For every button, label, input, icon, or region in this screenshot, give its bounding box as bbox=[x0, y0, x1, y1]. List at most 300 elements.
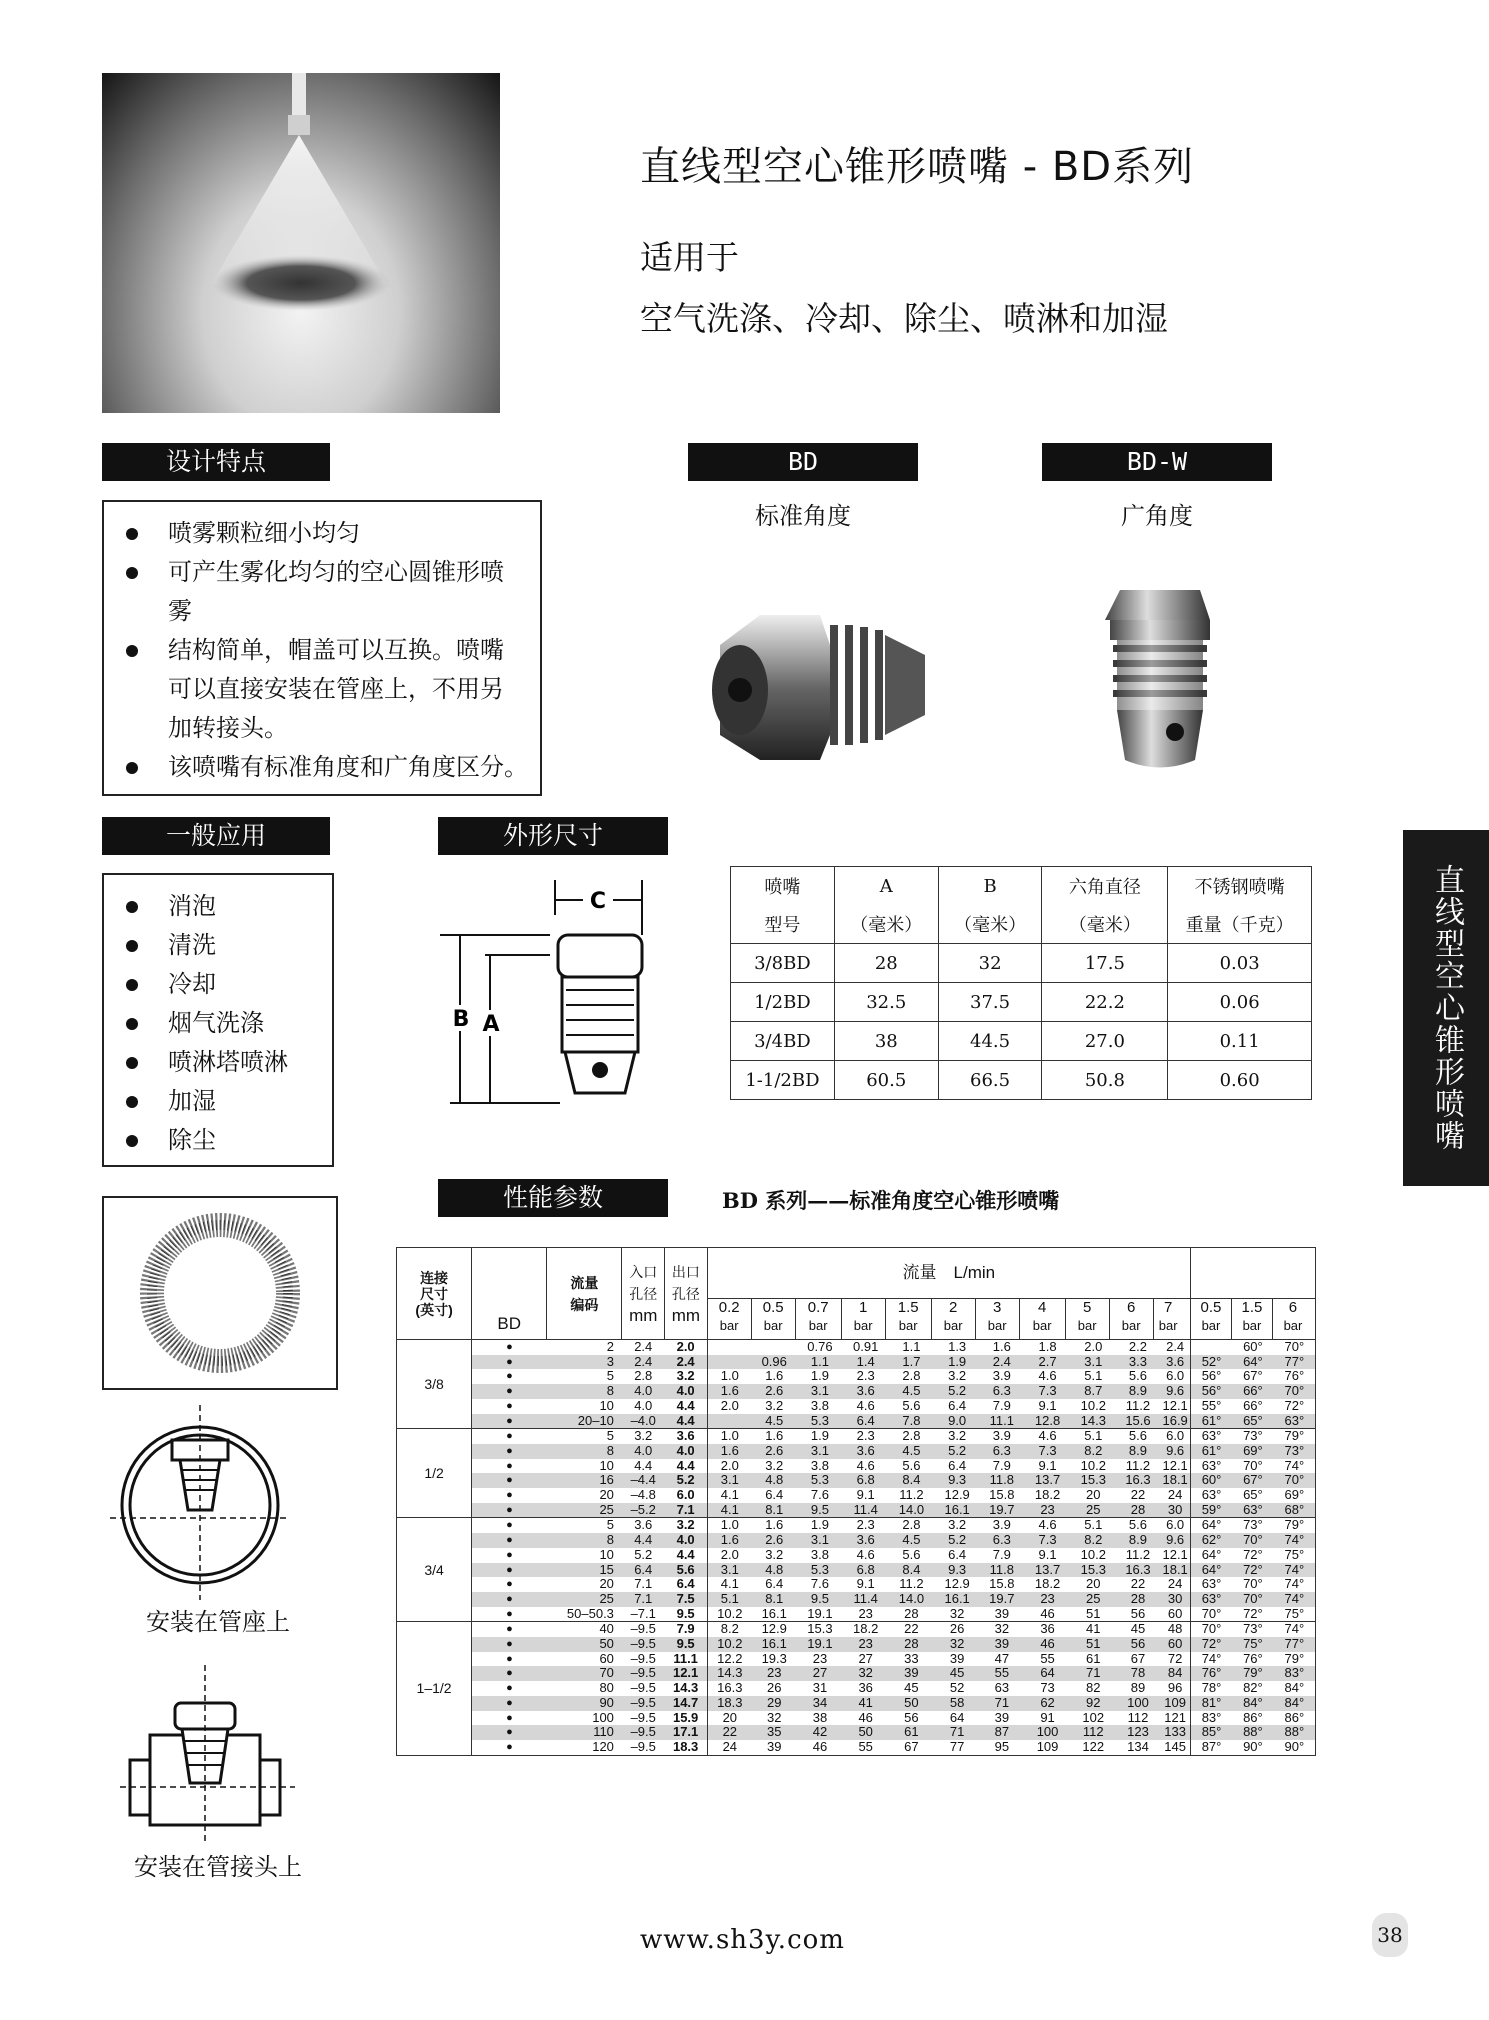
perf-cell: 14.3 bbox=[1071, 1414, 1116, 1429]
general-item: 消泡 bbox=[104, 887, 332, 926]
perf-cell: 64° bbox=[1190, 1563, 1232, 1578]
general-heading: 一般应用 bbox=[102, 817, 330, 855]
perf-cell: 1.7 bbox=[888, 1355, 935, 1370]
perf-cell: 9.5 bbox=[797, 1503, 844, 1518]
perf-cell: 3.1 bbox=[707, 1473, 752, 1488]
perf-cell: 20 bbox=[1086, 1487, 1101, 1503]
perf-cell: 6.0 bbox=[1160, 1518, 1190, 1533]
perf-cell: 92 bbox=[1071, 1696, 1116, 1711]
dimension-drawing bbox=[440, 875, 670, 1115]
dim-row bbox=[731, 1022, 1312, 1061]
perf-head-inlet-1: 入口 bbox=[629, 1263, 658, 1280]
perf-cell: 3.2 bbox=[948, 1368, 967, 1384]
perf-cell: 41 bbox=[1086, 1621, 1101, 1637]
perf-cell: 5.1 bbox=[1084, 1368, 1103, 1384]
perf-cell: 45 bbox=[904, 1680, 919, 1696]
install-fitting-caption: 安装在管接头上 bbox=[134, 1853, 302, 1881]
perf-cell: 3.6 bbox=[843, 1444, 888, 1459]
perf-cell: 56 bbox=[1116, 1607, 1161, 1622]
perf-cell: 70° bbox=[1201, 1621, 1222, 1637]
perf-cell: 27 bbox=[797, 1666, 844, 1681]
perf-cell: 4.1 bbox=[707, 1503, 752, 1518]
perf-cell: 28 bbox=[1116, 1592, 1161, 1607]
perf-cell: 52° bbox=[1190, 1355, 1232, 1370]
perf-cell: 3.1 bbox=[797, 1384, 844, 1399]
page-title: 直线型空心锥形喷嘴 - BD系列 bbox=[640, 144, 1195, 190]
perf-cell: 3.1 bbox=[1071, 1355, 1116, 1370]
perf-cell: 84° bbox=[1284, 1680, 1305, 1696]
perf-cell: 5.2 bbox=[665, 1473, 708, 1488]
perf-cell: 63 bbox=[994, 1680, 1010, 1696]
pressure-value: 1.5 bbox=[897, 1299, 919, 1316]
perf-cell: 51 bbox=[1071, 1637, 1116, 1652]
angle-pressure-header bbox=[1232, 1299, 1273, 1339]
perf-cell: 2.7 bbox=[1024, 1355, 1071, 1370]
pressure-unit: bar bbox=[1032, 1318, 1052, 1333]
perf-row bbox=[397, 1355, 1316, 1370]
perf-cell: 20 bbox=[599, 1576, 614, 1592]
perf-cell: 5.6 bbox=[902, 1457, 921, 1473]
perf-cell: –9.5 bbox=[622, 1725, 665, 1740]
perf-cell: 7.3 bbox=[1024, 1533, 1071, 1548]
pressure-value: 4 bbox=[1038, 1299, 1047, 1316]
perf-row bbox=[397, 1429, 1316, 1444]
perf-cell: 55 bbox=[1040, 1650, 1055, 1666]
perf-cell: 62 bbox=[1024, 1696, 1071, 1711]
perf-cell: 16.1 bbox=[752, 1607, 797, 1622]
perf-row bbox=[397, 1592, 1316, 1607]
perf-cell: 14.0 bbox=[888, 1503, 935, 1518]
perf-cell: 4.0 bbox=[665, 1444, 708, 1459]
general-item: 除尘 bbox=[104, 1121, 332, 1160]
perf-cell: 46 bbox=[1024, 1637, 1071, 1652]
perf-cell: 15.9 bbox=[665, 1711, 708, 1726]
perf-row bbox=[397, 1652, 1316, 1667]
perf-cell: 8.1 bbox=[752, 1503, 797, 1518]
perf-marker-cell: ● bbox=[472, 1666, 547, 1681]
perf-cell: 74° bbox=[1284, 1576, 1305, 1592]
perf-cell: 75° bbox=[1274, 1607, 1316, 1622]
perf-cell: 59° bbox=[1190, 1503, 1232, 1518]
perf-cell: 20 bbox=[1086, 1576, 1101, 1592]
bdw-nozzle-image bbox=[1095, 570, 1225, 780]
perf-cell: 50 bbox=[843, 1725, 888, 1740]
perf-cell: –4.0 bbox=[622, 1414, 665, 1429]
perf-cell: 60° bbox=[1190, 1473, 1232, 1488]
perf-cell: 72° bbox=[1284, 1397, 1305, 1413]
perf-cell: 23 bbox=[1024, 1503, 1071, 1518]
perf-cell: 15.6 bbox=[1116, 1414, 1161, 1429]
dimensions-table bbox=[730, 866, 1312, 1100]
perf-cell: 9.0 bbox=[935, 1414, 980, 1429]
perf-cell: –9.5 bbox=[622, 1696, 665, 1711]
dim-header-cell: 型号 bbox=[731, 905, 835, 944]
perf-cell: 8.9 bbox=[1116, 1444, 1161, 1459]
perf-cell: 73° bbox=[1243, 1517, 1263, 1533]
perf-cell: 56° bbox=[1201, 1368, 1222, 1384]
perf-cell: 13.7 bbox=[1024, 1563, 1071, 1578]
perf-cell: 51 bbox=[1071, 1607, 1116, 1622]
perf-cell: 4.6 bbox=[856, 1397, 875, 1413]
perf-cell: 3.9 bbox=[992, 1368, 1011, 1384]
perf-cell: –9.5 bbox=[622, 1740, 665, 1755]
perf-head-outlet-2: 孔径 bbox=[671, 1285, 700, 1302]
perf-cell: 74° bbox=[1274, 1533, 1316, 1548]
perf-cell: 4.6 bbox=[1038, 1428, 1057, 1444]
page-number: 38 bbox=[1372, 1913, 1408, 1957]
general-item: 喷淋塔喷淋 bbox=[104, 1043, 332, 1082]
perf-cell: 62° bbox=[1190, 1533, 1232, 1548]
perf-cell: 5.1 bbox=[1084, 1517, 1103, 1533]
perf-cell: 6.3 bbox=[979, 1384, 1024, 1399]
perf-cell: 24 bbox=[707, 1740, 752, 1755]
perf-head-conn bbox=[397, 1248, 472, 1340]
perf-head-conn-2: 尺寸 bbox=[420, 1285, 449, 1302]
perf-cell: 9.5 bbox=[797, 1592, 844, 1607]
perf-marker-cell: ● bbox=[472, 1503, 547, 1518]
perf-cell: 63° bbox=[1201, 1487, 1222, 1503]
dim-header-cell: 喷嘴 bbox=[731, 867, 835, 906]
perf-cell: 28 bbox=[1116, 1503, 1161, 1518]
perf-cell: 112 bbox=[1071, 1725, 1116, 1740]
perf-cell: 70° bbox=[1284, 1339, 1305, 1354]
dim-row bbox=[731, 983, 1312, 1022]
perf-cell: 87 bbox=[979, 1725, 1024, 1740]
perf-cell: 9.5 bbox=[665, 1637, 708, 1652]
dimensions-heading: 外形尺寸 bbox=[438, 817, 668, 855]
perf-cell: 45 bbox=[935, 1666, 980, 1681]
perf-cell: 11.4 bbox=[843, 1592, 888, 1607]
perf-cell: 38 bbox=[812, 1709, 828, 1725]
perf-cell: 11.1 bbox=[665, 1652, 708, 1667]
perf-cell: 86° bbox=[1243, 1709, 1263, 1725]
perf-cell: 4.4 bbox=[622, 1533, 665, 1548]
general-item: 冷却 bbox=[104, 965, 332, 1004]
perf-cell: 3.2 bbox=[665, 1369, 708, 1384]
perf-cell: 65° bbox=[1243, 1487, 1263, 1503]
perf-marker-cell: ● bbox=[472, 1384, 547, 1399]
perf-cell: 74° bbox=[1284, 1457, 1305, 1473]
perf-cell: 5.6 bbox=[665, 1563, 708, 1578]
perf-cell: 75° bbox=[1284, 1546, 1305, 1562]
perf-marker-cell: ● bbox=[472, 1711, 547, 1726]
perf-cell: 7.8 bbox=[888, 1414, 935, 1429]
perf-marker-cell: ● bbox=[472, 1637, 547, 1652]
dim-cell: 44.5 bbox=[938, 1022, 1042, 1061]
dim-cell: 0.03 bbox=[1168, 944, 1312, 983]
perf-cell: 32 bbox=[994, 1621, 1010, 1637]
perf-cell: 4.5 bbox=[752, 1414, 797, 1429]
perf-row bbox=[397, 1384, 1316, 1399]
perf-size-cell: 3/4 bbox=[397, 1518, 472, 1622]
perf-cell: 67° bbox=[1243, 1368, 1263, 1384]
perf-cell: 90 bbox=[547, 1696, 622, 1711]
perf-cell: 31 bbox=[812, 1680, 828, 1696]
perf-cell: 61° bbox=[1190, 1414, 1232, 1429]
perf-cell: 17.1 bbox=[665, 1725, 708, 1740]
perf-cell: 18.3 bbox=[707, 1696, 752, 1711]
perf-cell: 68° bbox=[1274, 1503, 1316, 1518]
perf-head-conn-3: (英寸) bbox=[415, 1301, 453, 1318]
perf-cell: 7.1 bbox=[622, 1592, 665, 1607]
perf-cell: 5.1 bbox=[1084, 1428, 1103, 1444]
perf-cell: 4.4 bbox=[665, 1414, 708, 1429]
perf-cell: 89 bbox=[1130, 1680, 1146, 1696]
perf-cell: 11.2 bbox=[899, 1576, 924, 1592]
perf-cell: 1.1 bbox=[902, 1339, 921, 1354]
perf-cell: 1.9 bbox=[810, 1517, 829, 1533]
pressure-unit: bar bbox=[898, 1318, 918, 1333]
perf-row bbox=[397, 1548, 1316, 1563]
perf-marker-cell: ● bbox=[472, 1725, 547, 1740]
perf-cell: 10 bbox=[599, 1397, 614, 1413]
perf-cell: 2.6 bbox=[752, 1444, 797, 1459]
perf-cell: 39 bbox=[994, 1709, 1010, 1725]
perf-cell: 123 bbox=[1116, 1725, 1161, 1740]
perf-cell: 25 bbox=[547, 1592, 622, 1607]
perf-cell: 64 bbox=[949, 1709, 965, 1725]
performance-table-title: BD 系列——标准角度空心锥形喷嘴 bbox=[722, 1188, 1060, 1213]
perf-cell: 34 bbox=[797, 1696, 844, 1711]
perf-cell: 19.1 bbox=[797, 1637, 844, 1652]
perf-cell: 23 bbox=[843, 1607, 888, 1622]
perf-cell: 77 bbox=[935, 1740, 980, 1755]
perf-marker-cell: ● bbox=[472, 1340, 547, 1355]
perf-cell: 1.8 bbox=[1038, 1339, 1057, 1354]
general-item: 清洗 bbox=[104, 926, 332, 965]
perf-cell: 70° bbox=[1243, 1576, 1263, 1592]
perf-cell: 76° bbox=[1284, 1368, 1305, 1384]
pipe-seat-drawing bbox=[110, 1400, 310, 1600]
perf-cell: 10.2 bbox=[1080, 1546, 1106, 1562]
perf-cell: 71 bbox=[979, 1696, 1024, 1711]
perf-cell: 25 bbox=[1071, 1503, 1116, 1518]
perf-cell: 18.2 bbox=[1034, 1576, 1061, 1592]
perf-cell: 2.3 bbox=[856, 1517, 875, 1533]
perf-cell: 3.6 bbox=[1160, 1355, 1190, 1370]
perf-cell: 55° bbox=[1201, 1397, 1222, 1413]
perf-cell: 46 bbox=[1024, 1607, 1071, 1622]
section-sidebar-tab: 直线型空心锥形喷嘴 bbox=[1403, 830, 1489, 1186]
perf-cell: 15.3 bbox=[807, 1621, 833, 1637]
variant-bdw-heading: BD-W bbox=[1042, 443, 1272, 481]
perf-cell: 78 bbox=[1116, 1666, 1161, 1681]
perf-cell: 8.2 bbox=[720, 1621, 739, 1637]
perf-cell: 4.4 bbox=[665, 1548, 708, 1563]
perf-cell: 81° bbox=[1190, 1696, 1232, 1711]
perf-cell: 11.2 bbox=[1125, 1397, 1151, 1413]
perf-cell: 1.1 bbox=[797, 1355, 844, 1370]
perf-cell: 8.2 bbox=[1071, 1533, 1116, 1548]
perf-cell bbox=[707, 1355, 752, 1370]
perf-cell: 72 bbox=[1160, 1652, 1190, 1667]
general-box bbox=[102, 873, 334, 1167]
perf-cell: 4.5 bbox=[888, 1533, 935, 1548]
pressure-header bbox=[796, 1299, 842, 1339]
perf-cell: 15.8 bbox=[989, 1487, 1015, 1503]
dim-header-row bbox=[731, 867, 1312, 906]
perf-cell: 87° bbox=[1190, 1740, 1232, 1755]
perf-cell: 50–50.3 bbox=[547, 1607, 622, 1622]
perf-cell: 18.1 bbox=[1160, 1473, 1190, 1488]
perf-cell: 8 bbox=[547, 1384, 622, 1399]
perf-cell: 5.2 bbox=[935, 1384, 980, 1399]
perf-cell: 29 bbox=[752, 1696, 797, 1711]
perf-cell: 3.9 bbox=[992, 1517, 1011, 1533]
perf-cell: 74° bbox=[1274, 1563, 1316, 1578]
pressure-unit: bar bbox=[808, 1318, 828, 1333]
perf-cell: 70° bbox=[1274, 1384, 1316, 1399]
install-seat-caption: 安装在管座上 bbox=[146, 1608, 290, 1636]
perf-cell: 82 bbox=[1086, 1680, 1101, 1696]
design-box bbox=[102, 500, 542, 796]
perf-cell: 45 bbox=[1130, 1621, 1146, 1637]
perf-head-outlet-3: mm bbox=[671, 1305, 701, 1325]
perf-row bbox=[397, 1533, 1316, 1548]
dim-header-cell: 重量（千克） bbox=[1168, 905, 1312, 944]
perf-cell: 1.6 bbox=[765, 1428, 784, 1444]
perf-cell: 84° bbox=[1274, 1696, 1316, 1711]
subtitle: 适用于 bbox=[640, 238, 739, 277]
perf-marker-cell: ● bbox=[472, 1592, 547, 1607]
perf-head-inlet-2: 孔径 bbox=[629, 1285, 658, 1302]
perf-cell: 7.3 bbox=[1024, 1444, 1071, 1459]
perf-head-conn-1: 连接 bbox=[420, 1269, 449, 1286]
perf-cell: 6.3 bbox=[979, 1444, 1024, 1459]
perf-cell: 110 bbox=[547, 1725, 622, 1740]
pressure-unit: bar bbox=[853, 1318, 873, 1333]
perf-marker-cell: ● bbox=[472, 1681, 547, 1696]
perf-cell: 5.6 bbox=[1128, 1368, 1147, 1384]
perf-header-row bbox=[397, 1248, 1316, 1340]
perf-cell: 22 bbox=[707, 1725, 752, 1740]
perf-cell: 67 bbox=[888, 1740, 935, 1755]
perf-cell: 28 bbox=[888, 1637, 935, 1652]
perf-cell: 32 bbox=[935, 1607, 980, 1622]
perf-cell: 23 bbox=[752, 1666, 797, 1681]
perf-row bbox=[397, 1607, 1316, 1622]
perf-cell: 16.3 bbox=[717, 1680, 743, 1696]
dim-cell: 0.06 bbox=[1168, 983, 1312, 1022]
perf-cell: 102 bbox=[1082, 1709, 1105, 1725]
perf-row bbox=[397, 1563, 1316, 1578]
pressure-header bbox=[1066, 1299, 1110, 1339]
perf-cell: 5.2 bbox=[935, 1444, 980, 1459]
perf-cell: –9.5 bbox=[630, 1709, 656, 1725]
perf-cell: 63° bbox=[1190, 1592, 1232, 1607]
perf-marker-cell: ● bbox=[472, 1355, 547, 1370]
spray-photo bbox=[102, 73, 500, 413]
dim-cell: 38 bbox=[834, 1022, 938, 1061]
pressure-header bbox=[1020, 1299, 1066, 1339]
perf-cell: 9.1 bbox=[1038, 1457, 1057, 1473]
perf-cell: 3.8 bbox=[810, 1457, 829, 1473]
perf-cell: –9.5 bbox=[630, 1680, 656, 1696]
perf-cell: 6.8 bbox=[843, 1473, 888, 1488]
perf-cell: 109 bbox=[1024, 1740, 1071, 1755]
perf-cell: 6.4 bbox=[665, 1577, 708, 1592]
perf-cell: 3.8 bbox=[810, 1546, 829, 1562]
angle-pressure-unit: bar bbox=[1283, 1318, 1303, 1333]
dim-header-cell: A bbox=[834, 867, 938, 906]
perf-row bbox=[397, 1503, 1316, 1518]
dim-cell: 60.5 bbox=[834, 1061, 938, 1100]
perf-cell: 8.2 bbox=[1071, 1444, 1116, 1459]
dim-cell: 32.5 bbox=[834, 983, 938, 1022]
perf-cell: 85° bbox=[1190, 1725, 1232, 1740]
perf-cell: 1.9 bbox=[935, 1355, 980, 1370]
perf-cell: 79° bbox=[1284, 1517, 1305, 1533]
perf-cell: 7.6 bbox=[810, 1576, 829, 1592]
perf-cell: 20–10 bbox=[547, 1414, 622, 1429]
perf-cell: 100 bbox=[1024, 1725, 1071, 1740]
pressure-header bbox=[886, 1299, 932, 1339]
perf-pressure-row bbox=[708, 1298, 1190, 1339]
perf-cell: 60 bbox=[599, 1650, 614, 1666]
perf-row bbox=[397, 1473, 1316, 1488]
perf-cell: 9.6 bbox=[1160, 1533, 1190, 1548]
pressure-value: 0.2 bbox=[718, 1299, 740, 1316]
perf-cell: 25 bbox=[547, 1503, 622, 1518]
pressure-value: 2 bbox=[949, 1299, 958, 1316]
perf-head-flow-label: 流量 L/min bbox=[902, 1263, 996, 1282]
perf-cell: 30 bbox=[1160, 1592, 1190, 1607]
perf-cell: 30 bbox=[1160, 1503, 1190, 1518]
perf-cell: 2.4 bbox=[634, 1339, 653, 1354]
perf-cell: 6.4 bbox=[948, 1397, 967, 1413]
perf-cell: 8 bbox=[547, 1533, 622, 1548]
pressure-header bbox=[842, 1299, 886, 1339]
perf-cell: 14.0 bbox=[888, 1592, 935, 1607]
perf-cell: 8.4 bbox=[888, 1563, 935, 1578]
perf-cell: 39 bbox=[752, 1740, 797, 1755]
perf-cell: 2.8 bbox=[902, 1517, 921, 1533]
perf-cell: 23 bbox=[1024, 1592, 1071, 1607]
perf-cell: 3.1 bbox=[797, 1444, 844, 1459]
footer-url[interactable]: www.sh3y.com bbox=[640, 1925, 845, 1955]
perf-cell: 4.0 bbox=[665, 1384, 708, 1399]
perf-cell: 56 bbox=[904, 1709, 919, 1725]
perf-cell: 88° bbox=[1274, 1725, 1316, 1740]
perf-head-flow bbox=[707, 1248, 1190, 1340]
perf-cell: 63° bbox=[1201, 1457, 1222, 1473]
perf-cell: 12.8 bbox=[1024, 1414, 1071, 1429]
perf-cell: 3.3 bbox=[1116, 1355, 1161, 1370]
perf-marker-cell: ● bbox=[472, 1369, 547, 1384]
design-item: 该喷嘴有标准角度和广角度区分。 bbox=[104, 748, 540, 787]
perf-cell: 63° bbox=[1232, 1503, 1274, 1518]
perf-row bbox=[397, 1740, 1316, 1755]
perf-cell: 15.3 bbox=[1071, 1563, 1116, 1578]
perf-cell: 4.4 bbox=[665, 1459, 708, 1474]
perf-head-code bbox=[547, 1248, 622, 1340]
perf-cell: 10.2 bbox=[1080, 1397, 1106, 1413]
perf-cell: 1.6 bbox=[992, 1339, 1011, 1354]
perf-cell: 27 bbox=[858, 1650, 873, 1666]
perf-cell: 6.4 bbox=[765, 1487, 784, 1503]
perf-cell: 3.2 bbox=[948, 1517, 967, 1533]
perf-cell: 2.4 bbox=[622, 1355, 665, 1370]
perf-cell: 2.6 bbox=[752, 1533, 797, 1548]
angle-pressure-value: 0.5 bbox=[1200, 1299, 1222, 1316]
perf-cell: 50 bbox=[888, 1696, 935, 1711]
perf-row bbox=[397, 1696, 1316, 1711]
perf-cell bbox=[707, 1414, 752, 1429]
perf-cell: 32 bbox=[843, 1666, 888, 1681]
pressure-header bbox=[752, 1299, 796, 1339]
perf-cell: 133 bbox=[1160, 1725, 1190, 1740]
perf-cell: 35 bbox=[752, 1725, 797, 1740]
